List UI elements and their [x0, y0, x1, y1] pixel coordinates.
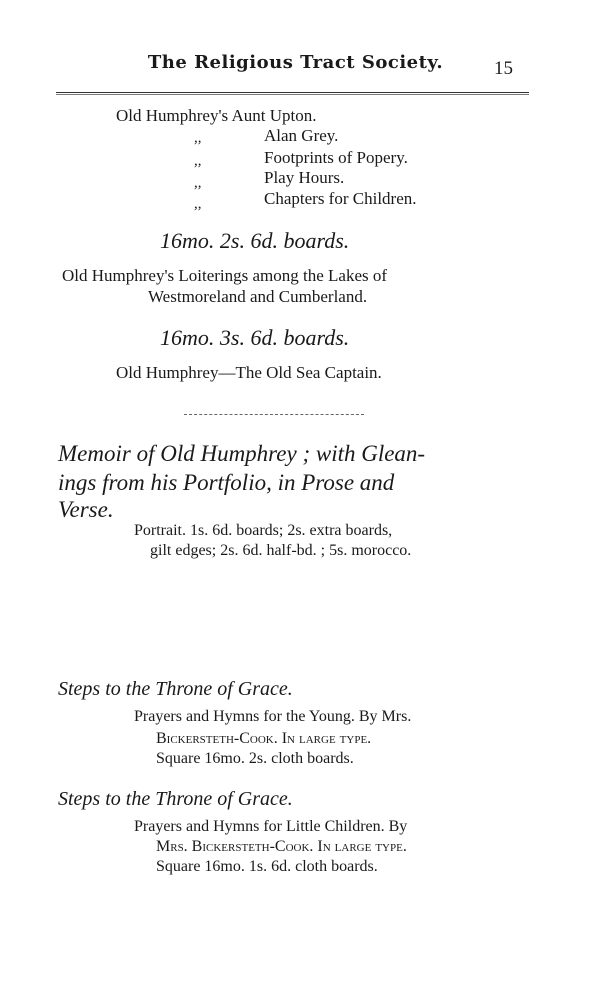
book-description: Prayers and Hymns for the Young. By Mrs.: [134, 708, 412, 725]
entry-line: Old Humphrey's Loiterings among the Lakes of: [62, 266, 388, 285]
list-item: Footprints of Popery.: [264, 148, 408, 167]
memoir-description: gilt edges; 2s. 6d. half-bd. ; 5s. morocco.: [150, 542, 412, 559]
memoir-title: ings from his Portfolio, in Prose and: [58, 470, 395, 495]
running-header-title: The Religious Tract Society.: [147, 52, 444, 73]
header-rule: [56, 92, 529, 93]
list-item: Alan Grey.: [264, 126, 339, 145]
header-rule-thin: [56, 94, 529, 95]
ditto-mark: ,,: [194, 196, 202, 212]
ditto-mark: ,,: [194, 153, 202, 169]
list-item: Play Hours.: [264, 168, 345, 187]
ditto-mark: ,,: [194, 175, 202, 191]
entry-line: Westmoreland and Cumberland.: [148, 287, 368, 306]
book-title: Steps to the Throne of Grace.: [58, 678, 293, 700]
memoir-title: Verse.: [58, 497, 114, 522]
book-description: Prayers and Hymns for Little Children. By: [134, 818, 408, 835]
book-description: Square 16mo. 1s. 6d. cloth boards.: [156, 858, 378, 875]
book-description: Bickersteth-Cook. In large type.: [156, 730, 372, 747]
book-description: Square 16mo. 2s. cloth boards.: [156, 750, 354, 767]
book-description: Mrs. Bickersteth-Cook. In large type.: [156, 838, 407, 855]
list-item: Chapters for Children.: [264, 189, 417, 208]
book-title: Steps to the Throne of Grace.: [58, 788, 293, 810]
memoir-title: Memoir of Old Humphrey ; with Glean-: [58, 441, 426, 466]
price-heading: 16mo. 2s. 6d. boards.: [160, 228, 350, 253]
memoir-description: Portrait. 1s. 6d. boards; 2s. extra boards,: [134, 522, 393, 539]
page-number: 15: [494, 58, 513, 79]
price-heading: 16mo. 3s. 6d. boards.: [160, 325, 350, 350]
section-separator: [184, 414, 364, 415]
list-item-aunt-upton: Old Humphrey's Aunt Upton.: [116, 106, 317, 125]
ditto-mark: ,,: [194, 130, 202, 146]
entry-line: Old Humphrey—The Old Sea Captain.: [116, 363, 382, 382]
